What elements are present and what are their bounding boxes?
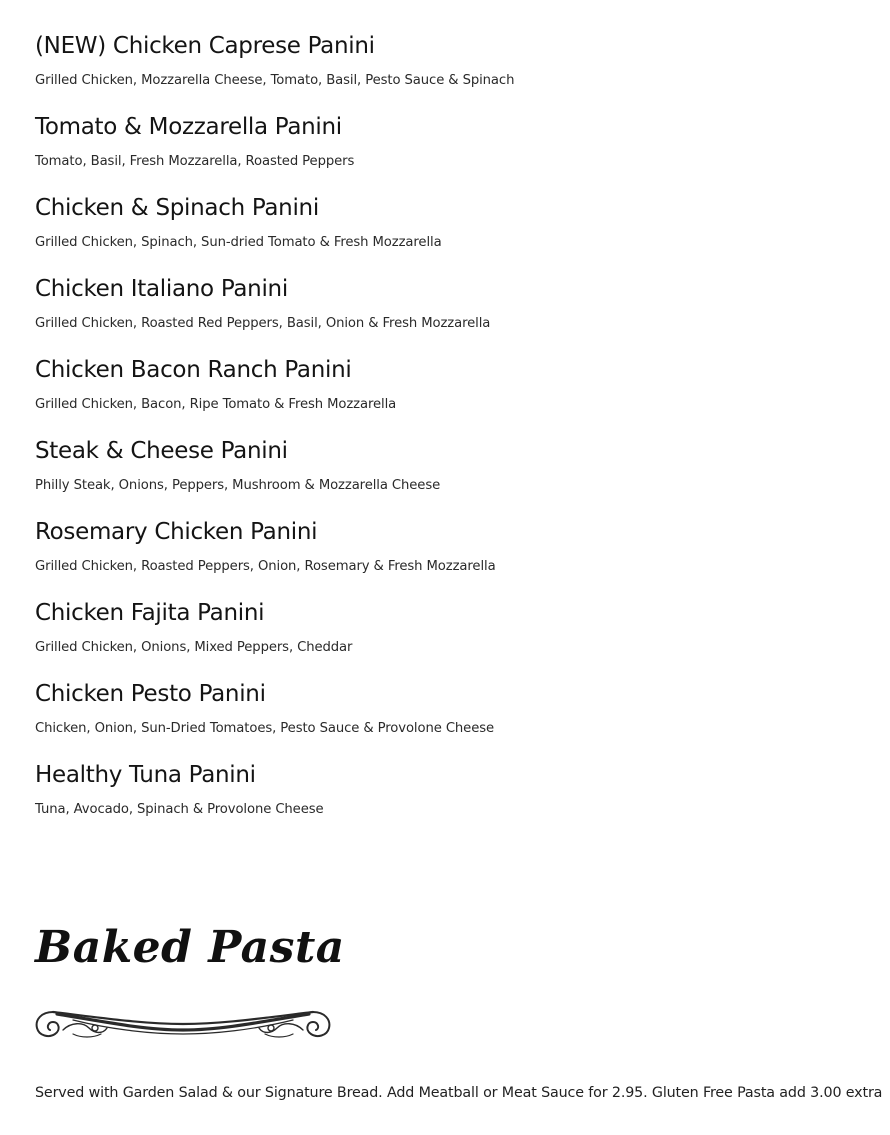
- menu-item-name: Rosemary Chicken Panini: [35, 519, 318, 545]
- menu-item: [35, 679, 875, 760]
- menu-item: [35, 517, 875, 598]
- menu-item: [35, 274, 875, 355]
- menu-item-description: Chicken, Onion, Sun-Dried Tomatoes, Pesto Sauce & Provolone Cheese: [35, 721, 494, 736]
- menu-item-description: Grilled Chicken, Onions, Mixed Peppers, Cheddar: [35, 640, 353, 655]
- menu-item-description: Philly Steak, Onions, Peppers, Mushroom & Mozzarella Cheese: [35, 478, 441, 493]
- menu-item-name: Chicken Pesto Panini: [35, 681, 266, 707]
- section-note-baked-pasta: Served with Garden Salad & our Signature Bread. Add Meatball or Meat Sauce for 2.95. Gluten Free Pasta add 3.00 extra: [35, 1085, 883, 1101]
- menu-item-description: Tuna, Avocado, Spinach & Provolone Cheese: [35, 802, 324, 817]
- menu-item-name: Chicken & Spinach Panini: [35, 195, 319, 221]
- menu-item-name: Chicken Bacon Ranch Panini: [35, 357, 352, 383]
- menu-item-description: Grilled Chicken, Roasted Peppers, Onion, Rosemary & Fresh Mozzarella: [35, 559, 496, 574]
- panini-menu-list: [35, 31, 875, 841]
- menu-item-name: Chicken Fajita Panini: [35, 600, 265, 626]
- menu-item: [35, 112, 875, 193]
- menu-item-description: Grilled Chicken, Bacon, Ripe Tomato & Fresh Mozzarella: [35, 397, 397, 412]
- menu-item: [35, 760, 875, 841]
- menu-item-description: Grilled Chicken, Spinach, Sun-dried Tomato & Fresh Mozzarella: [35, 235, 442, 250]
- menu-item: [35, 355, 875, 436]
- menu-item-name: Healthy Tuna Panini: [35, 762, 256, 788]
- menu-item-name: Tomato & Mozzarella Panini: [35, 114, 342, 140]
- menu-item-description: Grilled Chicken, Roasted Red Peppers, Basil, Onion & Fresh Mozzarella: [35, 316, 491, 331]
- menu-item-name: (NEW) Chicken Caprese Panini: [35, 33, 375, 59]
- menu-item: [35, 31, 875, 112]
- menu-item: [35, 193, 875, 274]
- section-title-baked-pasta: Baked Pasta: [35, 922, 345, 973]
- scroll-divider-icon: [33, 1004, 333, 1044]
- menu-item-name: Chicken Italiano Panini: [35, 276, 288, 302]
- menu-item-name: Steak & Cheese Panini: [35, 438, 288, 464]
- menu-item: [35, 598, 875, 679]
- menu-item: [35, 436, 875, 517]
- menu-item-description: Grilled Chicken, Mozzarella Cheese, Tomato, Basil, Pesto Sauce & Spinach: [35, 73, 515, 88]
- menu-item-description: Tomato, Basil, Fresh Mozzarella, Roasted Peppers: [35, 154, 355, 169]
